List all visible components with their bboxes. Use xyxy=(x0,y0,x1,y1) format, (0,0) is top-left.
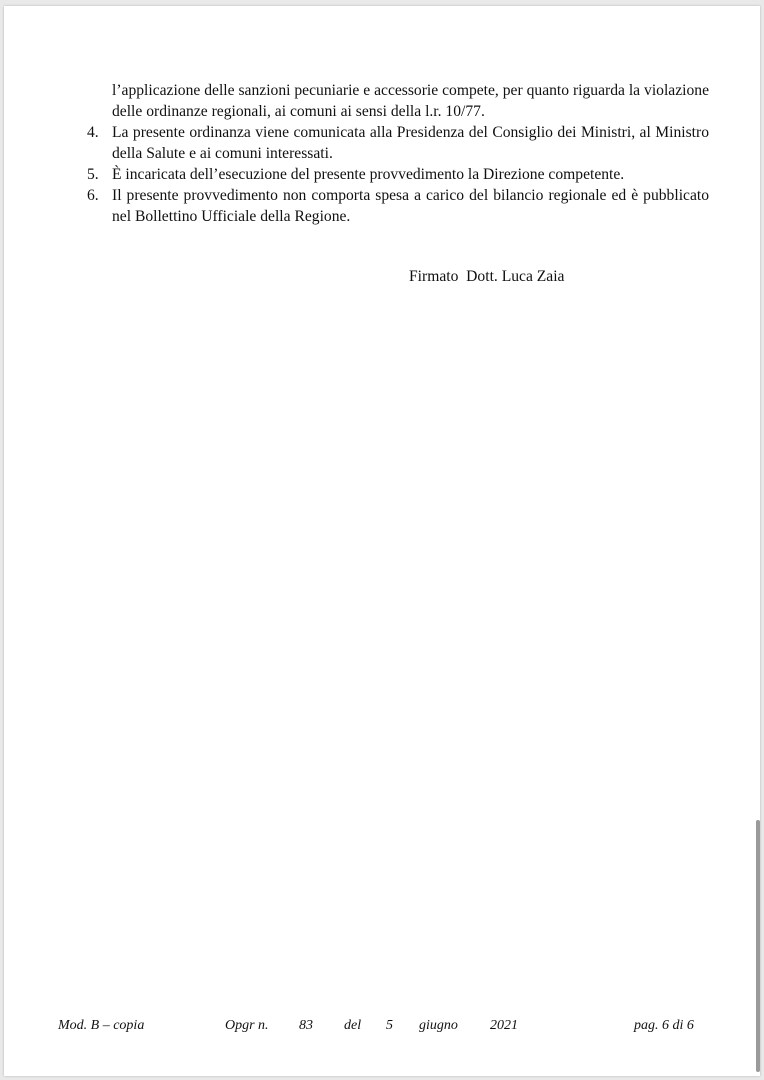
footer-page-number: pag. 6 di 6 xyxy=(634,1018,694,1033)
list-item-6 xyxy=(87,185,709,227)
document-page xyxy=(4,6,760,1076)
list-item-number: 5. xyxy=(87,166,99,183)
list-item-4 xyxy=(87,122,709,164)
document-body xyxy=(87,80,709,227)
list-item-number: 4. xyxy=(87,124,99,141)
footer-year: 2021 xyxy=(490,1018,518,1033)
list-item-text: È incaricata dell’esecuzione del presente provvedimento la Direzione competente. xyxy=(112,166,625,183)
vertical-scrollbar[interactable] xyxy=(756,820,760,1072)
footer-del-label: del xyxy=(344,1018,362,1033)
footer-month: giugno xyxy=(419,1018,458,1033)
continuation-paragraph: l’applicazione delle sanzioni pecuniarie e accessorie compete, per quanto riguarda la violazione delle ordinanze regionali, ai comuni ai sensi della l.r. 10/77. xyxy=(112,82,709,120)
list-item-text: La presente ordinanza viene comunicata alla Presidenza del Consiglio dei Ministri, al Ministro della Salute e ai comuni interessati. xyxy=(112,124,709,162)
list-item-number: 6. xyxy=(87,187,99,204)
list-item-5 xyxy=(87,164,709,185)
footer-opgr-number: 83 xyxy=(299,1018,313,1033)
footer-model: Mod. B – copia xyxy=(58,1018,145,1033)
footer-day: 5 xyxy=(386,1018,393,1033)
footer-opgr-label: Opgr n. xyxy=(225,1018,269,1033)
signature-line: Firmato Dott. Luca Zaia xyxy=(409,268,565,285)
list-item-text: Il presente provvedimento non comporta spesa a carico del bilancio regionale ed è pubblicato nel Bollettino Ufficiale della Regione. xyxy=(112,187,709,225)
